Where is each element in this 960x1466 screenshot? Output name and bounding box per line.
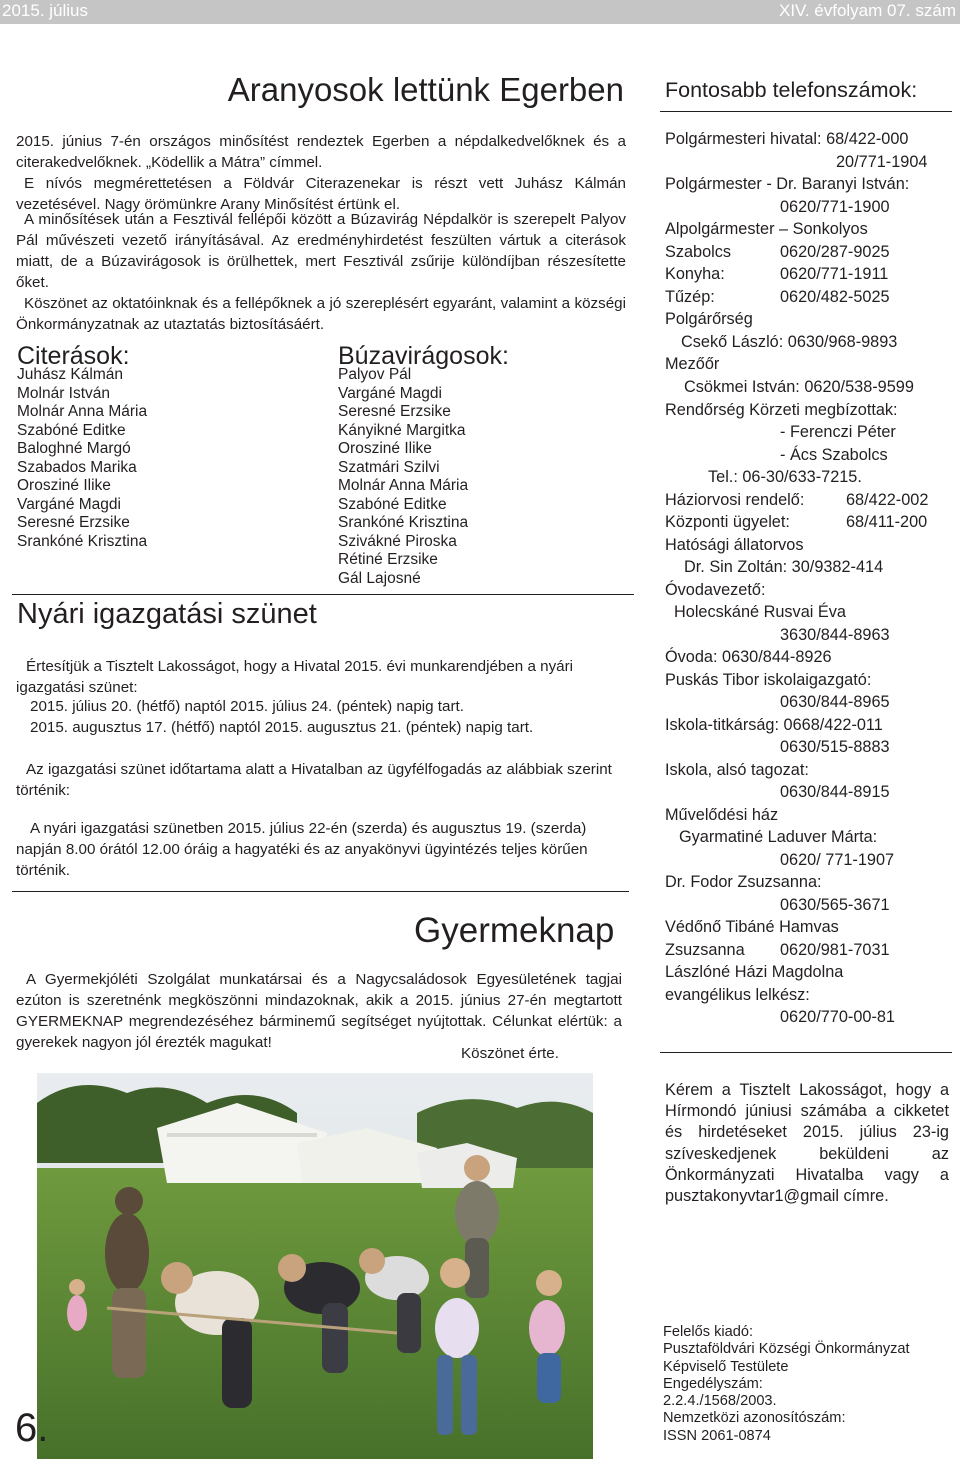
phone-iskola-titkarsag: Iskola-titkárság: 0668/422-011 [665,716,883,734]
citeras-name: Vargáné Magdi [17,495,121,513]
phone-vedono-number: 0620/981-7031 [780,941,890,959]
article2-period-2: 2015. augusztus 17. (hétfő) naptól 2015. augusztus 21. (péntek) napig tart. [30,719,534,736]
buzaviragos-name: Kányikné Margitka [338,421,466,439]
citeras-name: Baloghné Margó [17,440,131,457]
buzaviragos-name: Vargáné Magdi [338,384,442,402]
phone-ovoda: Óvoda: 0630/844-8926 [665,648,832,666]
article3-body: A Gyermekjóléti Szolgálat munkatársai és a Nagycsaládosok Egyesületének tagjai ezúton is szeretnénk megköszönni mindazoknak, akik a 2015. június 27-én megtartott GYERMEKNAP megrendezéséhez bárminemű segítséget nyújtottak. Célunkat elértük: a gyerekek nagyon jól érezték magukat! [16,971,622,1051]
phone-alpolgarmester-label: Alpolgármester – Sonkolyos [665,220,868,238]
phone-also-tagozat-number: 0630/844-8915 [780,783,890,801]
citeras-name: Orosziné Ilike [17,477,111,494]
phone-rendorseg-tel: Tel.: 06-30/633-7215. [708,468,862,486]
phone-konyha-number: 0620/771-1911 [780,265,889,283]
buzaviragos-name: Rétiné Erzsike [338,551,438,568]
phone-mezoor-label: Mezőőr [665,355,720,373]
buzaviragos-name: Gál Lajosné [338,569,421,587]
imprint-line: Pusztaföldvári Községi Önkormányzat [663,1341,910,1358]
imprint [663,1324,953,1445]
citerasok-list [17,366,147,551]
phone-ovodavezeto-number: 3630/844-8963 [780,626,890,644]
phone-polgarmesteri-hivatal-2: 20/771-1904 [836,153,928,171]
phone-allatorvos-contact: Dr. Sin Zoltán: 30/9382-414 [684,558,884,576]
phone-haziorvos-number: 68/422-002 [846,491,929,509]
phone-lelkesz-name: Lászlóné Házi Magdolna [665,963,844,981]
issue-volume: XIV. évfolyam 07. szám [778,1,956,20]
buzaviragos-name: Orosziné Ilike [338,440,432,457]
phone-mezoor-contact: Csökmei István: 0620/538-9599 [684,378,914,396]
divider-1 [12,594,634,595]
article-title-aranyosok: Aranyosok lettünk Egerben [227,71,624,108]
imprint-line: Nemzetközi azonosítószám: [663,1410,846,1427]
imprint-line: 2.2.4./1568/2003. [663,1393,777,1410]
citeras-name: Srankóné Krisztina [17,532,148,550]
phone-rendorseg-2: - Ács Szabolcs [780,446,888,464]
phone-fodor-number: 0630/565-3671 [780,896,890,914]
article1-paragraph-4: Köszönet az oktatóinknak és a fellépőknek a jó szereplésért egyaránt, valamint a községi Önkormányzatnak az utaztatás biztosításáért. [16,295,626,333]
buzaviragos-name: Szabóné Editke [338,495,447,513]
phone-lelkesz-number: 0620/770-00-81 [780,1008,895,1026]
phone-muvelodesi-haz-number: 0620/ 771-1907 [780,851,895,869]
imprint-line: Képviselő Testülete [663,1358,789,1375]
phone-vedono-label: Védőnő Tibáné Hamvas [665,918,839,936]
imprint-line: ISSN 2061-0874 [663,1427,771,1444]
citeras-name: Szabóné Editke [17,421,126,439]
citeras-name: Molnár István [17,384,111,402]
imprint-line: Felelős kiadó: [663,1324,754,1340]
phone-polgarmester-label: Polgármester - Dr. Baranyi István: [665,175,910,193]
phone-vedono-name: Zsuzsanna [665,941,745,959]
phone-polgarorseg-contact: Csekő László: 0630/968-9893 [681,333,898,351]
divider-2 [12,891,629,892]
buzaviragos-name: Szatmári Szilvi [338,458,440,476]
phone-iskolaigazgato-label: Puskás Tibor iskolaigazgató: [665,671,872,689]
citeras-name: Szabados Marika [17,458,137,476]
phone-rendorseg-1: - Ferenczi Péter [780,423,896,441]
article2-paragraph-2: Az igazgatási szünet időtartama alatt a Hivatalban az ügyfélfogadás az alábbiak szerint történik: [16,761,612,799]
phone-alpolgarmester-name: Szabolcs [665,243,732,261]
citerasok-heading: Citerások: [17,342,130,370]
article1-paragraph-2: E nívós megmérettetésen a Földvár Citerazenekar is részt vett Juhász Kálmán vezetésével. Nagy örömünkre Arany Minősítést értünk el. [16,175,626,213]
article-title-nyari-szunet: Nyári igazgatási szünet [17,598,317,630]
phone-haziorvos-label: Háziorvosi rendelő: [665,491,805,509]
buzaviragos-name: Molnár Anna Mária [338,477,469,494]
phone-also-tagozat-label: Iskola, alsó tagozat: [665,761,809,779]
article3-thanks: Köszönet érte. [461,1045,559,1062]
article-title-gyermeknap: Gyermeknap [414,911,615,950]
citeras-name: Juhász Kálmán [17,366,123,383]
article2-period-1: 2015. július 20. (hétfő) naptól 2015. július 24. (péntek) napig tart. [30,698,464,715]
gyermeknap-photo [37,1073,593,1459]
phone-ovodavezeto-name: Holecskáné Rusvai Éva [674,603,846,621]
phone-lelkesz-label: evangélikus lelkész: [665,986,810,1004]
phone-polgarorseg-label: Polgárőrség [665,310,753,328]
phone-tuzep-number: 0620/482-5025 [780,288,890,306]
phone-polgarmesteri-hivatal: Polgármesteri hivatal: 68/422-000 [665,130,909,148]
phone-ugyelet-number: 68/411-200 [846,513,928,531]
article2-paragraph-3: A nyári igazgatási szünetben 2015. július 22-én (szerda) és augusztus 19. (szerda) napján 8.00 órától 12.00 óráig a hagyatéki és az anyakönyvi ügyintézés teljes körűen történik. [16,820,588,879]
buzaviragos-name: Palyov Pál [338,366,412,383]
phone-muvelodesi-haz-label: Művelődési ház [665,806,779,824]
buzaviragos-name: Szivákné Piroska [338,532,457,550]
phones-title: Fontosabb telefonszámok: [665,78,918,102]
phone-iskolaigazgato-number: 0630/844-8965 [780,693,890,711]
article2-intro: Értesítjük a Tisztelt Lakosságot, hogy a Hivatal 2015. évi munkarendjében a nyári igazgatási szünet: [16,658,574,696]
phone-iskola-titkarsag-2: 0630/515-8883 [780,738,890,756]
imprint-line: Engedélyszám: [663,1375,763,1392]
page-number: 6. [15,1406,49,1450]
phone-polgarmester-number: 0620/771-1900 [780,198,890,216]
article1-paragraph-1: 2015. június 7-én országos minősítést rendeztek Egerben a népdalkedvelőknek és a citerakedvelőknek. „Ködellik a Mátra” címmel. [16,133,626,171]
phone-tuzep-label: Tűzép: [665,288,715,306]
phone-muvelodesi-haz-name: Gyarmatiné Laduver Márta: [679,828,878,846]
phones-title-divider [660,111,952,112]
phone-alpolgarmester-number: 0620/287-9025 [780,243,890,261]
phone-allatorvos-label: Hatósági állatorvos [665,536,804,554]
buzaviragos-name: Seresné Erzsike [338,403,451,420]
citeras-name: Seresné Erzsike [17,514,130,531]
phone-fodor-label: Dr. Fodor Zsuzsanna: [665,873,822,891]
issue-date: 2015. július [2,1,89,20]
buzaviragos-name: Srankóné Krisztina [338,514,469,531]
phone-ugyelet-label: Központi ügyelet: [665,513,790,531]
phone-rendorseg-label: Rendőrség Körzeti megbízottak: [665,401,898,419]
phones-bottom-divider [660,1052,952,1053]
submission-notice: Kérem a Tisztelt Lakosságot, hogy a Hírmondó júniusi számába a cikketet és hirdetéseket 2015. július 23-ig szíveskedjenek beküldeni az Önkormányzati Hivatalba vagy a pusztakonyvtar1@gmail címre. [665,1081,949,1206]
article1-paragraph-3: A minősítések után a Fesztivál fellépői között a Búzavirág Népdalkör is szerepelt Palyov Pál művészeti vezető irányításával. Az eredményhirdetést feszülten vártuk a citerások miatt, de a Búzavirágosok is örülhettek, mert Fesztivál zsűrije különdíjban részesítette őket. [16,211,626,291]
citeras-name: Molnár Anna Mária [17,403,148,420]
buzaviragosok-list [338,366,468,588]
phone-ovodavezeto-label: Óvodavezető: [665,581,766,599]
phone-konyha-label: Konyha: [665,265,725,283]
buzaviragosok-heading: Búzavirágosok: [338,342,509,370]
